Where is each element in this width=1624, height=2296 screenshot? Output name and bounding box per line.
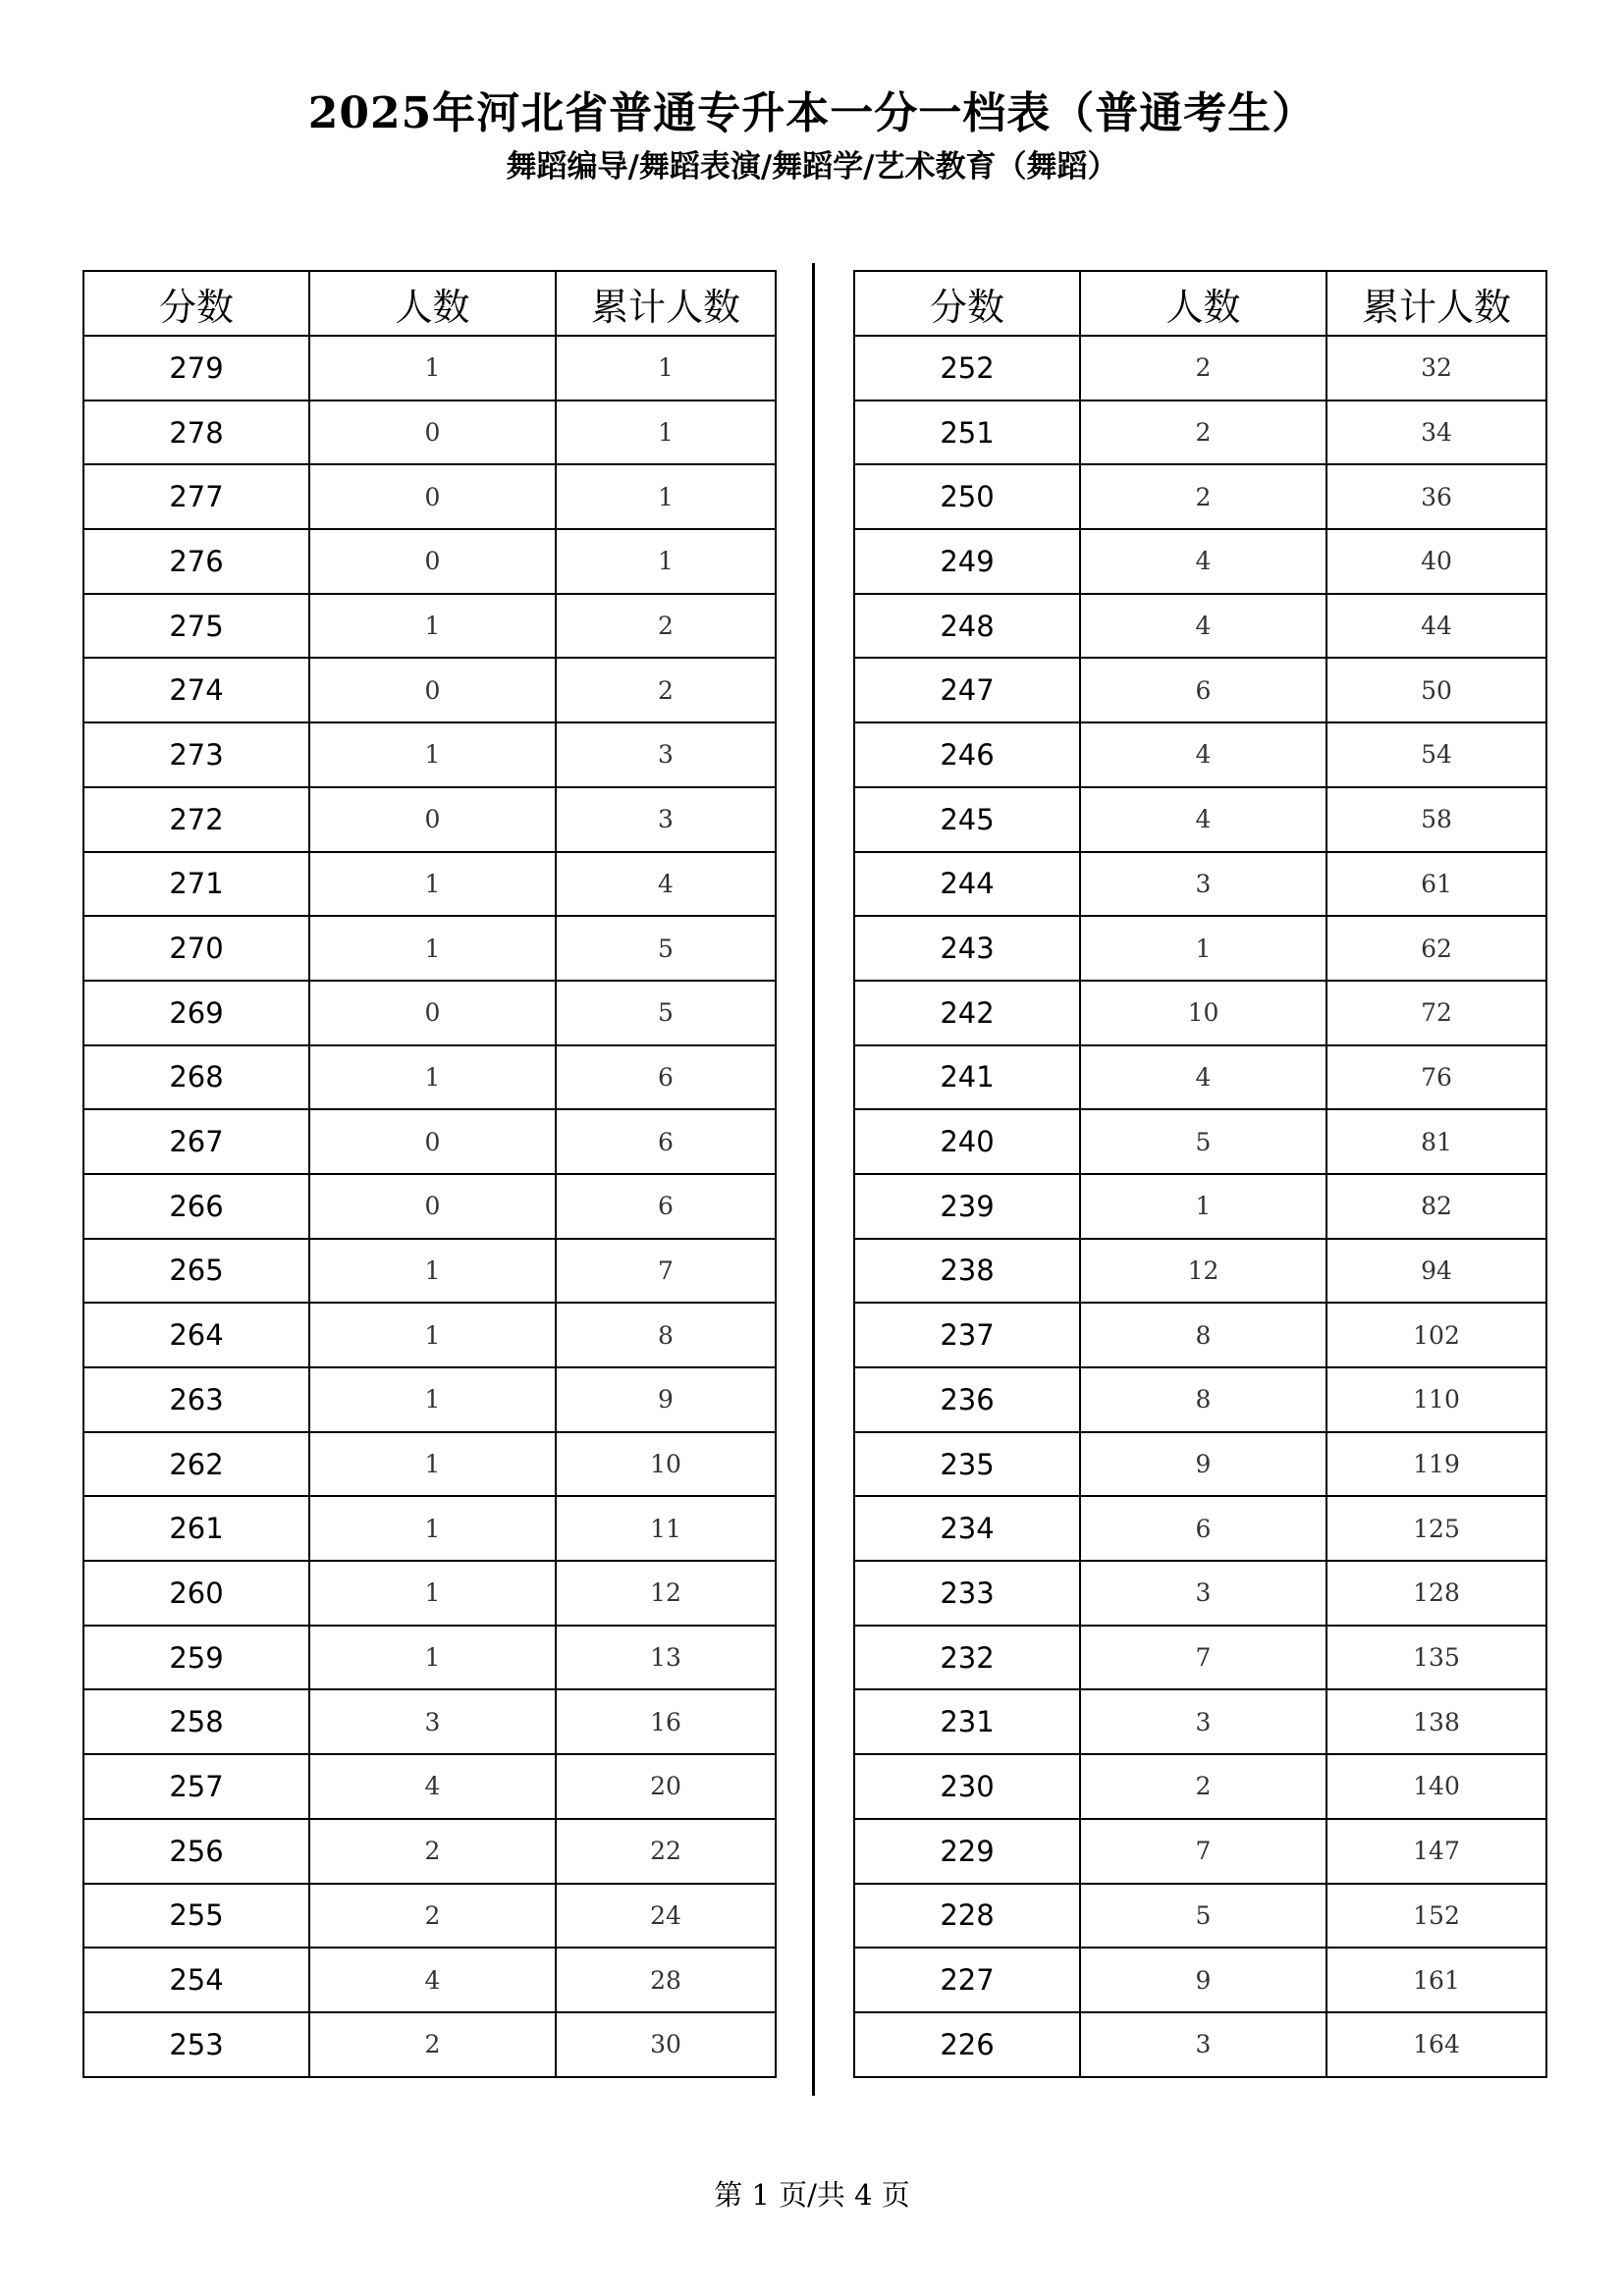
count-cell: 0 [309, 981, 556, 1045]
score-cell: 233 [854, 1561, 1080, 1626]
cumulative-cell: 140 [1326, 1754, 1546, 1819]
table-row [83, 658, 776, 722]
cumulative-cell: 6 [556, 1174, 776, 1239]
cumulative-cell: 3 [556, 722, 776, 787]
score-cell: 241 [854, 1045, 1080, 1110]
count-cell: 1 [309, 336, 556, 400]
cumulative-cell: 2 [556, 594, 776, 659]
score-cell: 262 [83, 1432, 309, 1497]
count-cell: 2 [1080, 400, 1326, 465]
cumulative-cell: 125 [1326, 1496, 1546, 1561]
table-row [854, 464, 1546, 529]
count-cell: 7 [1080, 1819, 1326, 1884]
cumulative-cell: 5 [556, 981, 776, 1045]
table-body-left [83, 336, 776, 2077]
score-table-right [853, 270, 1547, 2078]
table-row [854, 916, 1546, 981]
score-cell: 267 [83, 1109, 309, 1174]
count-cell: 2 [309, 1819, 556, 1884]
score-cell: 265 [83, 1239, 309, 1304]
count-cell: 7 [1080, 1626, 1326, 1690]
cumulative-cell: 44 [1326, 594, 1546, 659]
table-row [854, 1367, 1546, 1432]
table-row [854, 1432, 1546, 1497]
table-row [83, 916, 776, 981]
table-row [83, 1819, 776, 1884]
count-cell: 4 [1080, 529, 1326, 594]
table-row [83, 336, 776, 400]
score-cell: 243 [854, 916, 1080, 981]
count-cell: 1 [309, 722, 556, 787]
cumulative-cell: 76 [1326, 1045, 1546, 1110]
table-row [83, 1045, 776, 1110]
score-cell: 276 [83, 529, 309, 594]
count-cell: 1 [309, 1432, 556, 1497]
score-cell: 279 [83, 336, 309, 400]
cumulative-cell: 5 [556, 916, 776, 981]
cumulative-cell: 54 [1326, 722, 1546, 787]
cumulative-cell: 1 [556, 400, 776, 465]
score-cell: 259 [83, 1626, 309, 1690]
cumulative-cell: 1 [556, 529, 776, 594]
table-row [854, 658, 1546, 722]
table-row [83, 1754, 776, 1819]
count-cell: 4 [1080, 594, 1326, 659]
cumulative-cell: 1 [556, 464, 776, 529]
score-cell: 239 [854, 1174, 1080, 1239]
score-cell: 247 [854, 658, 1080, 722]
count-cell: 2 [309, 1884, 556, 1949]
table-row [83, 594, 776, 659]
cumulative-cell: 50 [1326, 658, 1546, 722]
table-row [854, 1303, 1546, 1367]
score-cell: 263 [83, 1367, 309, 1432]
score-cell: 275 [83, 594, 309, 659]
table-row [83, 1561, 776, 1626]
table-row [83, 1884, 776, 1949]
count-cell: 2 [1080, 1754, 1326, 1819]
score-cell: 271 [83, 852, 309, 917]
table-row [83, 1689, 776, 1754]
cumulative-cell: 1 [556, 336, 776, 400]
cumulative-cell: 13 [556, 1626, 776, 1690]
table-row [854, 852, 1546, 917]
score-cell: 244 [854, 852, 1080, 917]
column-header-score: 分数 [854, 271, 1080, 336]
page-title: 2025年河北省普通专升本一分一档表（普通考生） [307, 88, 1317, 138]
cumulative-cell: 164 [1326, 2012, 1546, 2077]
cumulative-cell: 10 [556, 1432, 776, 1497]
table-row [83, 529, 776, 594]
score-cell: 235 [854, 1432, 1080, 1497]
cumulative-cell: 135 [1326, 1626, 1546, 1690]
table-row [83, 1432, 776, 1497]
count-cell: 0 [309, 464, 556, 529]
count-cell: 4 [309, 1754, 556, 1819]
score-cell: 249 [854, 529, 1080, 594]
table-row [854, 400, 1546, 465]
cumulative-cell: 9 [556, 1367, 776, 1432]
count-cell: 5 [1080, 1109, 1326, 1174]
count-cell: 3 [1080, 1689, 1326, 1754]
count-cell: 3 [309, 1689, 556, 1754]
cumulative-cell: 62 [1326, 916, 1546, 981]
count-cell: 1 [309, 916, 556, 981]
cumulative-cell: 72 [1326, 981, 1546, 1045]
cumulative-cell: 161 [1326, 1948, 1546, 2012]
score-cell: 250 [854, 464, 1080, 529]
table-row [83, 400, 776, 465]
count-cell: 8 [1080, 1303, 1326, 1367]
table-row [854, 1174, 1546, 1239]
cumulative-cell: 12 [556, 1561, 776, 1626]
table-row [854, 1948, 1546, 2012]
count-cell: 10 [1080, 981, 1326, 1045]
count-cell: 0 [309, 658, 556, 722]
count-cell: 1 [309, 1239, 556, 1304]
column-header-count: 人数 [309, 271, 556, 336]
cumulative-cell: 2 [556, 658, 776, 722]
table-header-row [854, 271, 1546, 336]
cumulative-cell: 119 [1326, 1432, 1546, 1497]
cumulative-cell: 24 [556, 1884, 776, 1949]
cumulative-cell: 7 [556, 1239, 776, 1304]
score-cell: 255 [83, 1884, 309, 1949]
table-row [854, 1239, 1546, 1304]
score-cell: 231 [854, 1689, 1080, 1754]
count-cell: 4 [309, 1948, 556, 2012]
score-cell: 245 [854, 787, 1080, 852]
count-cell: 8 [1080, 1367, 1326, 1432]
score-cell: 266 [83, 1174, 309, 1239]
cumulative-cell: 40 [1326, 529, 1546, 594]
cumulative-cell: 4 [556, 852, 776, 917]
count-cell: 5 [1080, 1884, 1326, 1949]
score-cell: 269 [83, 981, 309, 1045]
score-cell: 228 [854, 1884, 1080, 1949]
count-cell: 1 [309, 1496, 556, 1561]
count-cell: 9 [1080, 1948, 1326, 2012]
count-cell: 1 [1080, 1174, 1326, 1239]
table-row [854, 1689, 1546, 1754]
cumulative-cell: 16 [556, 1689, 776, 1754]
column-header-count: 人数 [1080, 271, 1326, 336]
cumulative-cell: 28 [556, 1948, 776, 2012]
cumulative-cell: 32 [1326, 336, 1546, 400]
cumulative-cell: 36 [1326, 464, 1546, 529]
cumulative-cell: 81 [1326, 1109, 1546, 1174]
count-cell: 1 [309, 852, 556, 917]
table-row [83, 1239, 776, 1304]
count-cell: 3 [1080, 2012, 1326, 2077]
count-cell: 4 [1080, 787, 1326, 852]
score-cell: 242 [854, 981, 1080, 1045]
table-row [854, 787, 1546, 852]
cumulative-cell: 6 [556, 1045, 776, 1110]
count-cell: 9 [1080, 1432, 1326, 1497]
table-row [854, 1884, 1546, 1949]
table-header-row [83, 271, 776, 336]
table-row [83, 852, 776, 917]
cumulative-cell: 11 [556, 1496, 776, 1561]
table-row [854, 1561, 1546, 1626]
score-cell: 274 [83, 658, 309, 722]
cumulative-cell: 138 [1326, 1689, 1546, 1754]
count-cell: 1 [309, 1626, 556, 1690]
score-cell: 273 [83, 722, 309, 787]
table-row [854, 1626, 1546, 1690]
cumulative-cell: 20 [556, 1754, 776, 1819]
score-cell: 253 [83, 2012, 309, 2077]
cumulative-cell: 102 [1326, 1303, 1546, 1367]
score-cell: 254 [83, 1948, 309, 2012]
table-row [83, 981, 776, 1045]
count-cell: 6 [1080, 658, 1326, 722]
page-subtitle: 舞蹈编导/舞蹈表演/舞蹈学/艺术教育（舞蹈） [506, 149, 1118, 185]
score-cell: 236 [854, 1367, 1080, 1432]
count-cell: 3 [1080, 852, 1326, 917]
table-row [854, 2012, 1546, 2077]
table-row [83, 1367, 776, 1432]
table-row [854, 1819, 1546, 1884]
table-row [83, 1496, 776, 1561]
cumulative-cell: 110 [1326, 1367, 1546, 1432]
cumulative-cell: 128 [1326, 1561, 1546, 1626]
score-cell: 260 [83, 1561, 309, 1626]
column-header-cumulative: 累计人数 [1326, 271, 1546, 336]
column-header-score: 分数 [83, 271, 309, 336]
score-cell: 246 [854, 722, 1080, 787]
score-cell: 277 [83, 464, 309, 529]
score-cell: 238 [854, 1239, 1080, 1304]
score-cell: 278 [83, 400, 309, 465]
table-row [854, 594, 1546, 659]
cumulative-cell: 94 [1326, 1239, 1546, 1304]
count-cell: 2 [309, 2012, 556, 2077]
table-row [83, 1109, 776, 1174]
cumulative-cell: 22 [556, 1819, 776, 1884]
score-cell: 248 [854, 594, 1080, 659]
table-row [83, 1626, 776, 1690]
score-table-left [82, 270, 777, 2078]
count-cell: 4 [1080, 722, 1326, 787]
count-cell: 4 [1080, 1045, 1326, 1110]
table-row [83, 2012, 776, 2077]
cumulative-cell: 147 [1326, 1819, 1546, 1884]
count-cell: 6 [1080, 1496, 1326, 1561]
score-cell: 272 [83, 787, 309, 852]
table-body-right [854, 336, 1546, 2077]
score-cell: 230 [854, 1754, 1080, 1819]
table-row [854, 981, 1546, 1045]
score-cell: 252 [854, 336, 1080, 400]
score-cell: 270 [83, 916, 309, 981]
table-row [854, 336, 1546, 400]
count-cell: 1 [309, 1303, 556, 1367]
cumulative-cell: 8 [556, 1303, 776, 1367]
table-row [83, 787, 776, 852]
cumulative-cell: 3 [556, 787, 776, 852]
score-cell: 257 [83, 1754, 309, 1819]
count-cell: 0 [309, 529, 556, 594]
count-cell: 0 [309, 787, 556, 852]
count-cell: 1 [309, 1045, 556, 1110]
count-cell: 0 [309, 1174, 556, 1239]
table-row [854, 1109, 1546, 1174]
table-row [83, 1948, 776, 2012]
page-number: 第 1 页/共 4 页 [714, 2178, 910, 2212]
column-header-cumulative: 累计人数 [556, 271, 776, 336]
score-cell: 240 [854, 1109, 1080, 1174]
count-cell: 0 [309, 1109, 556, 1174]
score-cell: 227 [854, 1948, 1080, 2012]
score-cell: 268 [83, 1045, 309, 1110]
count-cell: 3 [1080, 1561, 1326, 1626]
score-cell: 251 [854, 400, 1080, 465]
count-cell: 2 [1080, 336, 1326, 400]
table-row [83, 1174, 776, 1239]
table-row [854, 1045, 1546, 1110]
score-cell: 258 [83, 1689, 309, 1754]
table-row [854, 722, 1546, 787]
cumulative-cell: 58 [1326, 787, 1546, 852]
score-cell: 226 [854, 2012, 1080, 2077]
score-cell: 229 [854, 1819, 1080, 1884]
cumulative-cell: 6 [556, 1109, 776, 1174]
table-row [854, 1754, 1546, 1819]
score-cell: 261 [83, 1496, 309, 1561]
count-cell: 1 [309, 594, 556, 659]
table-row [854, 1496, 1546, 1561]
count-cell: 1 [309, 1367, 556, 1432]
column-divider [812, 263, 815, 2096]
cumulative-cell: 30 [556, 2012, 776, 2077]
cumulative-cell: 34 [1326, 400, 1546, 465]
table-row [83, 464, 776, 529]
score-cell: 234 [854, 1496, 1080, 1561]
table-row [854, 529, 1546, 594]
cumulative-cell: 61 [1326, 852, 1546, 917]
count-cell: 1 [309, 1561, 556, 1626]
count-cell: 1 [1080, 916, 1326, 981]
score-cell: 232 [854, 1626, 1080, 1690]
count-cell: 12 [1080, 1239, 1326, 1304]
score-cell: 237 [854, 1303, 1080, 1367]
count-cell: 0 [309, 400, 556, 465]
cumulative-cell: 152 [1326, 1884, 1546, 1949]
table-row [83, 722, 776, 787]
score-cell: 256 [83, 1819, 309, 1884]
table-row [83, 1303, 776, 1367]
count-cell: 2 [1080, 464, 1326, 529]
score-cell: 264 [83, 1303, 309, 1367]
cumulative-cell: 82 [1326, 1174, 1546, 1239]
